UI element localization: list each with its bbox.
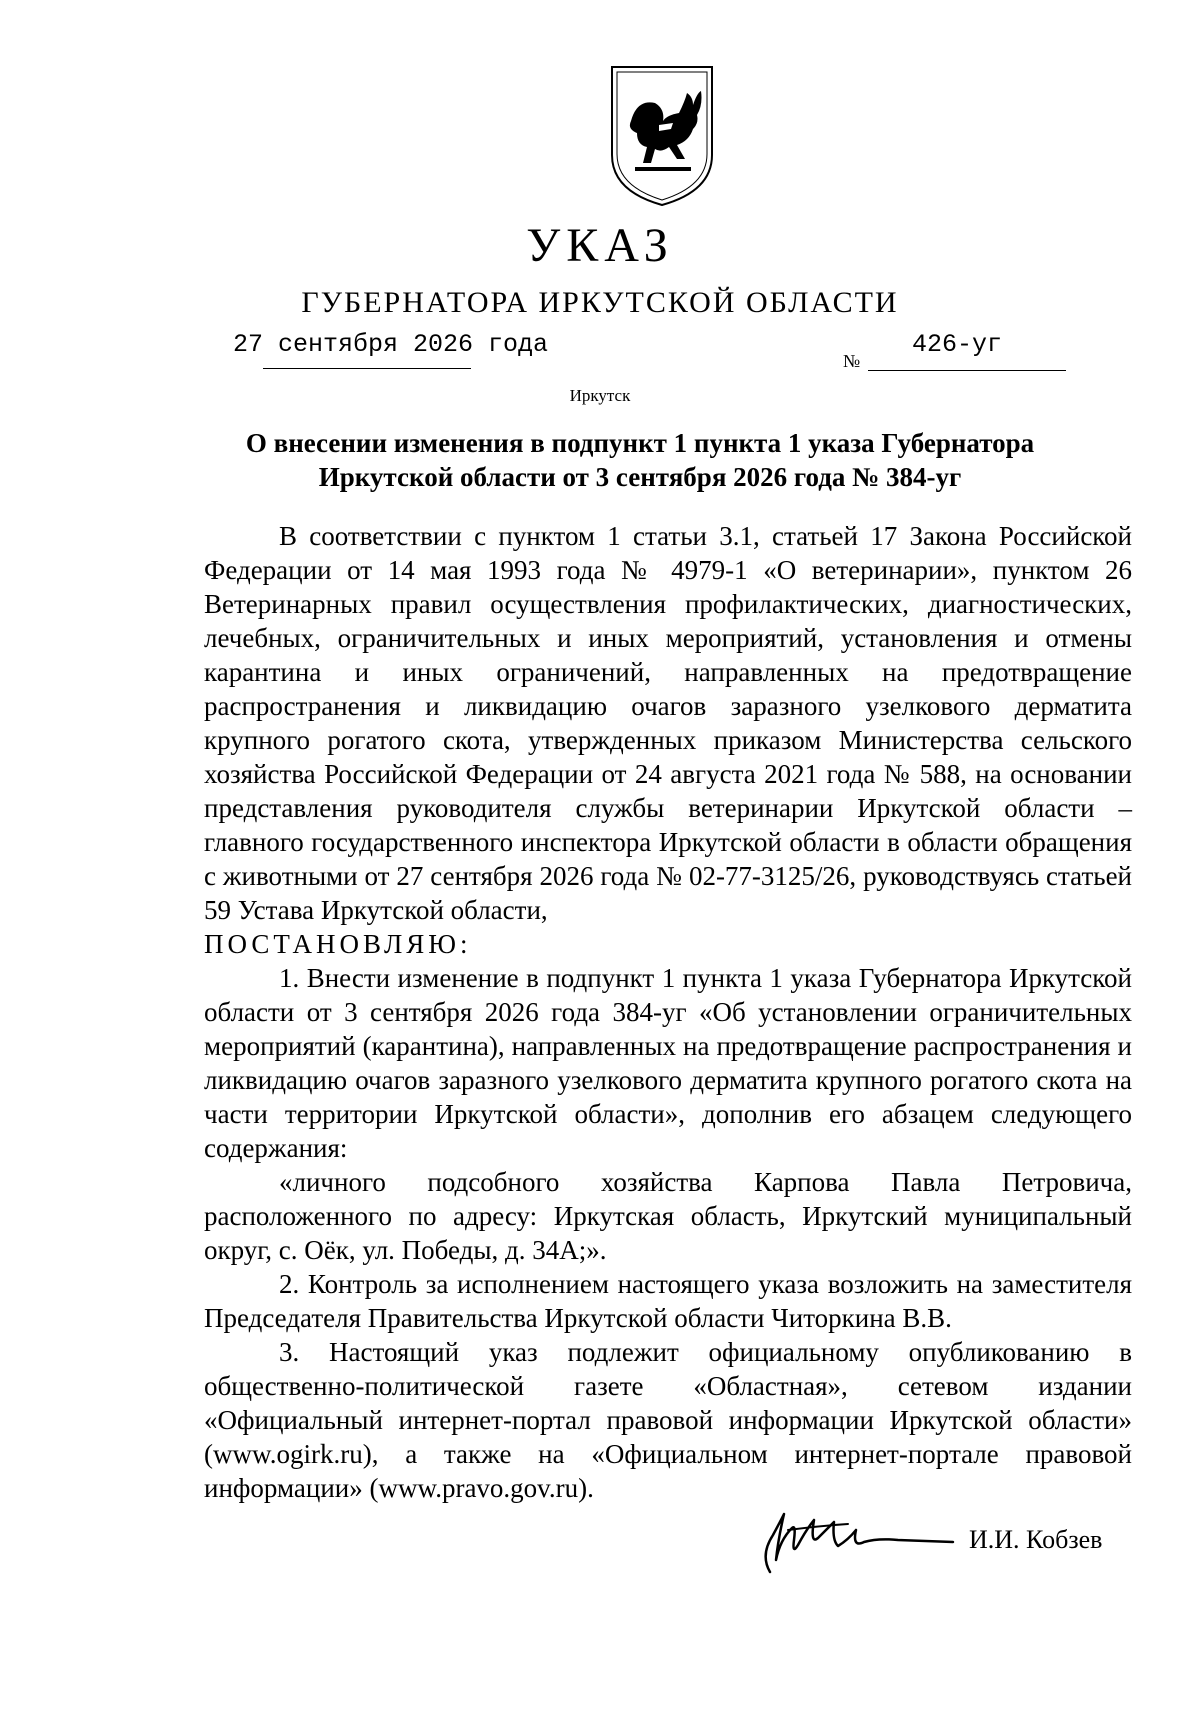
document-title: УКАЗ	[526, 219, 674, 272]
coat-of-arms-icon	[607, 63, 717, 208]
document-body	[204, 519, 1132, 1505]
item-2-paragraph: 2. Контроль за исполнением настоящего указа возложить на заместителя Председателя Правительства Иркутской области Читоркина В.В.	[204, 1269, 1132, 1333]
date-underline	[263, 368, 471, 369]
handwritten-signature-icon	[748, 1500, 958, 1585]
document-issuer: ГУБЕРНАТОРА ИРКУТСКОЙ ОБЛАСТИ	[301, 286, 899, 319]
quote-paragraph: «личного подсобного хозяйства Карпова Павла Петровича, расположенного по адресу: Иркутская область, Иркутский муниципальный округ, с. Оёк, ул. Победы, д. 34А;».	[204, 1167, 1132, 1265]
document-number: 426-уг	[912, 330, 1003, 359]
item-3-paragraph: 3. Настоящий указ подлежит официальному опубликованию в общественно-политической газете «Областная», сетевом издании «Официальный интернет-портал правовой информации Иркутской области» (www.ogirk.ru), а также на «Официальном интернет-портале правовой информации» (www.pravo.gov.ru).	[204, 1337, 1132, 1503]
heading-line-1: О внесении изменения в подпункт 1 пункта 1 указа Губернатора	[245, 428, 1035, 458]
document-date: 27 сентября 2026 года	[233, 330, 549, 359]
document-city: Иркутск	[569, 386, 631, 405]
item-1-paragraph: 1. Внести изменение в подпункт 1 пункта 1 указа Губернатора Иркутской области от 3 сентября 2026 года 384-уг «Об установлении ограничительных мероприятий (карантина), направленных на предотвращение распространения и ликвидацию очагов заразного узелкового дерматита крупного рогатого скота на части территории Иркутской области», дополнив его абзацем следующего содержания:	[204, 963, 1132, 1163]
document-heading	[200, 426, 1080, 494]
number-underline	[868, 370, 1066, 371]
preamble-paragraph: В соответствии с пунктом 1 статьи 3.1, статьей 17 Закона Российской Федерации от 14 мая 1993 года № 4979-1 «О ветеринарии», пунктом 26 Ветеринарных правил осуществления профилактических, диагностических, лечебных, ограничительных и иных мероприятий, установления и отмены карантина и иных ограничений, направленных на предотвращение распространения и ликвидацию очагов заразного узелкового дерматита крупного рогатого скота, утвержденных приказом Министерства сельского хозяйства Российской Федерации от 24 августа 2021 года № 588, на основании представления руководителя службы ветеринарии Иркутской области – главного государственного инспектора Иркутской области в области обращения с животными от 27 сентября 2026 года № 02-77-3125/26, руководствуясь статьей 59 Устава Иркутской области,	[204, 521, 1132, 925]
decree-word: ПОСТАНОВЛЯЮ:	[204, 929, 472, 959]
heading-line-2: Иркутской области от 3 сентября 2026 года № 384-уг	[318, 462, 962, 492]
number-sign: №	[843, 351, 861, 371]
signer-name: И.И. Кобзев	[969, 1525, 1103, 1554]
